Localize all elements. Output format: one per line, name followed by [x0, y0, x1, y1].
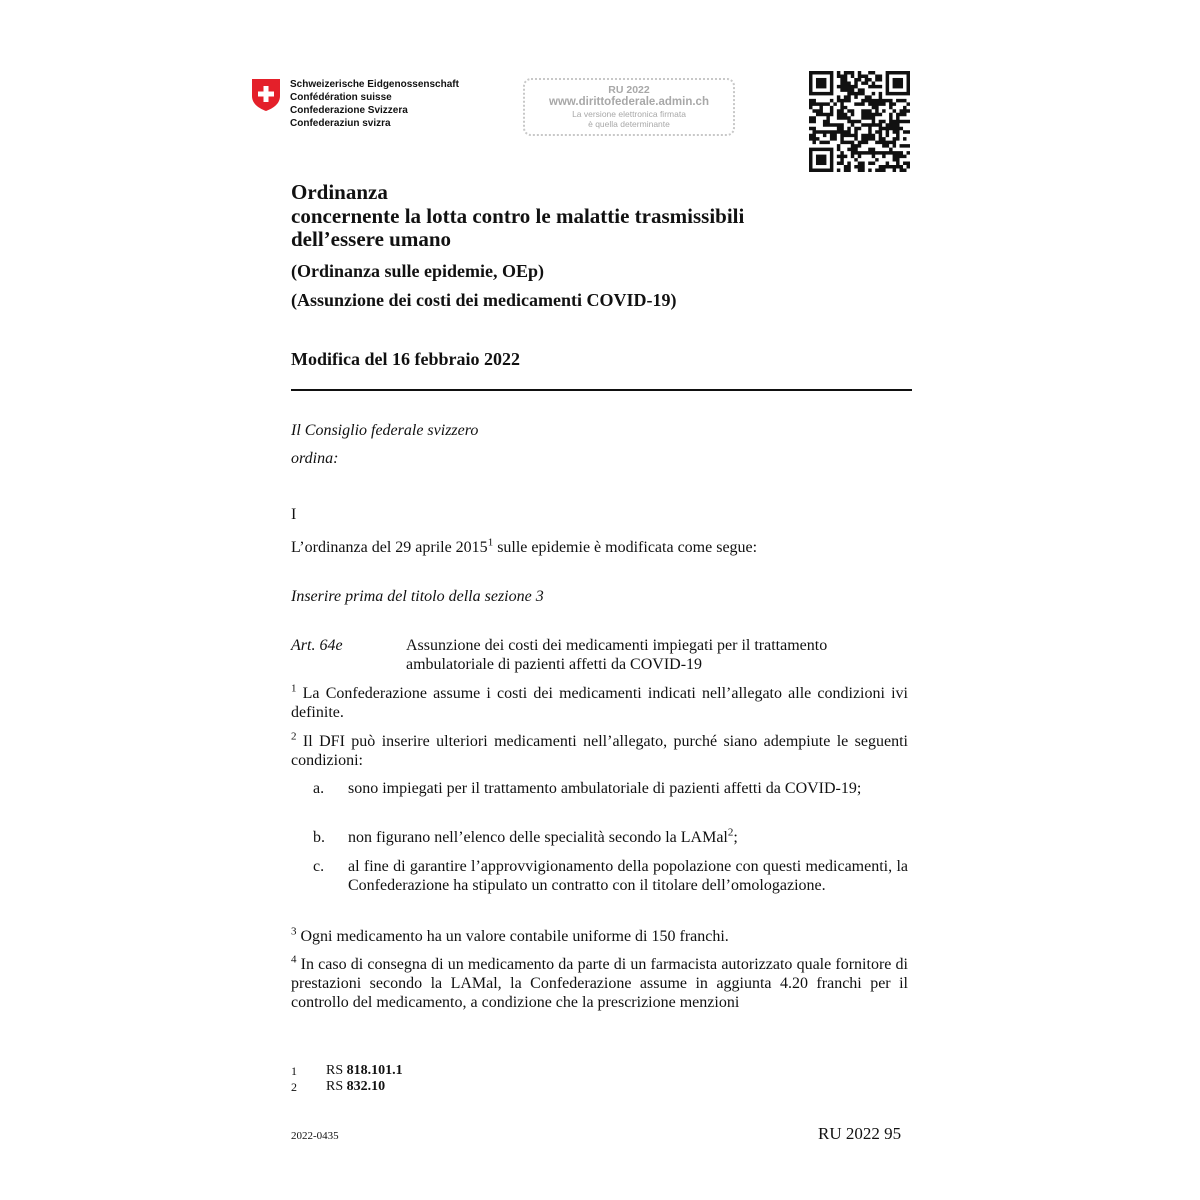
ordinance-topic: (Assunzione dei costi dei medicamenti COVID-19)	[291, 290, 677, 310]
paragraph-3-number: 3	[291, 925, 297, 938]
coat-line-it: Confederazione Svizzera	[290, 105, 408, 116]
article-number: Art. 64e	[291, 637, 343, 654]
footnote-ref-2: 2	[727, 826, 734, 839]
qr-code-icon	[809, 71, 910, 172]
footnote-2-text	[326, 1079, 385, 1095]
list-item-letter-a: a.	[313, 780, 325, 797]
amendment-date: Modifica del 16 febbraio 2022	[291, 349, 520, 369]
stamp-line-1: RU 2022	[608, 84, 650, 96]
list-item-text-a: sono impiegati per il trattamento ambulatoriale di pazienti affetti da COVID-19;	[348, 780, 862, 797]
paragraph-2	[291, 732, 908, 770]
qr-finder-1-2	[893, 78, 903, 88]
page-reference: RU 2022 95	[818, 1124, 902, 1143]
title-line-3: dell’essere umano	[291, 227, 452, 251]
stamp-line-3: La versione elettronica firmata	[572, 109, 686, 119]
list-item-letter-c: c.	[313, 858, 325, 875]
qr-finder-0-2	[816, 78, 826, 88]
paragraph-2-number: 2	[291, 730, 297, 743]
paragraph-1	[291, 684, 908, 722]
footnote-ref-1: 1	[487, 536, 494, 549]
paragraph-4	[291, 955, 908, 1012]
paragraph-4-number: 4	[291, 953, 297, 966]
paragraph-2-text: Il DFI può inserire ulteriori medicamenti nell’allegato, purché siano adempiute le seguenti condizioni:	[291, 733, 908, 769]
ordinance-short-title: (Ordinanza sulle epidemie, OEp)	[291, 261, 545, 281]
footnote-1-prefix: RS	[326, 1063, 347, 1078]
paragraph-3-text: Ogni medicamento ha un valore contabile uniforme di 150 franchi.	[296, 928, 729, 945]
title-line-1: Ordinanza	[291, 180, 388, 204]
footnote-1-ref: 818.101.1	[346, 1063, 403, 1078]
footnote-2-prefix: RS	[326, 1079, 347, 1094]
coat-line-fr: Confédération suisse	[290, 92, 392, 103]
footnote-2-number: 2	[291, 1080, 297, 1094]
title-divider	[291, 389, 912, 391]
coat-line-rm: Confederaziun svizra	[290, 118, 391, 129]
stamp-line-2: www.dirittofederale.admin.ch	[549, 96, 709, 108]
electronic-signature-stamp	[523, 78, 735, 136]
title-line-2: concernente la lotta contro le malattie trasmissibili	[291, 203, 745, 228]
confederation-name	[290, 78, 459, 130]
enacting-formula: ordina:	[291, 450, 339, 467]
list-item-letter-b: b.	[313, 829, 325, 846]
paragraph-3	[291, 927, 908, 946]
amendment-statement	[291, 538, 757, 557]
footnote-1-number: 1	[291, 1064, 297, 1078]
section-numeral: I	[291, 506, 297, 523]
footnote-1-text	[326, 1063, 403, 1079]
document-number: 2022-0435	[291, 1130, 339, 1142]
paragraph-4-text: In caso di consegna di un medicamento da parte di un farmacista autorizzato quale fornitore di prestazioni secondo la LAMal, la Confederazione assume in aggiunta 4.20 franchi per il controllo del medicamento, a condizione che la prescrizione menzioni	[291, 956, 908, 1011]
footnote-2-ref: 832.10	[346, 1079, 386, 1094]
list-item-text-b	[348, 828, 908, 847]
amendment-text-pre: L’ordinanza del 29 aprile 2015	[291, 539, 488, 556]
paragraph-1-number: 1	[291, 682, 297, 695]
list-item-text-b-main: non figurano nell’elenco delle specialità secondo la LAMal	[348, 829, 728, 846]
list-item-text-c: al fine di garantire l’approvvigionamento della popolazione con questi medicamenti, la Confederazione ha stipulato un contratto con il titolare dell’omologazione.	[348, 858, 908, 894]
stamp-line-4: è quella determinante	[588, 119, 670, 129]
enacting-authority: Il Consiglio federale svizzero	[291, 422, 479, 439]
amendment-text-post: sulle epidemie è modificata come segue:	[493, 539, 758, 556]
qr-finder-2-2	[816, 155, 826, 165]
list-item-text-b-post: ;	[733, 829, 738, 846]
insertion-instruction: Inserire prima del titolo della sezione 3	[291, 588, 544, 605]
ordinance-title	[291, 181, 744, 252]
paragraph-1-text: La Confederazione assume i costi dei medicamenti indicati nell’allegato alle condizioni ivi definite.	[291, 685, 908, 721]
article-title: Assunzione dei costi dei medicamenti impiegati per il trattamento ambulatoriale di pazienti affetti da COVID-19	[406, 637, 828, 673]
swiss-coat-of-arms-icon	[251, 78, 281, 112]
coat-line-de: Schweizerische Eidgenossenschaft	[290, 79, 459, 90]
